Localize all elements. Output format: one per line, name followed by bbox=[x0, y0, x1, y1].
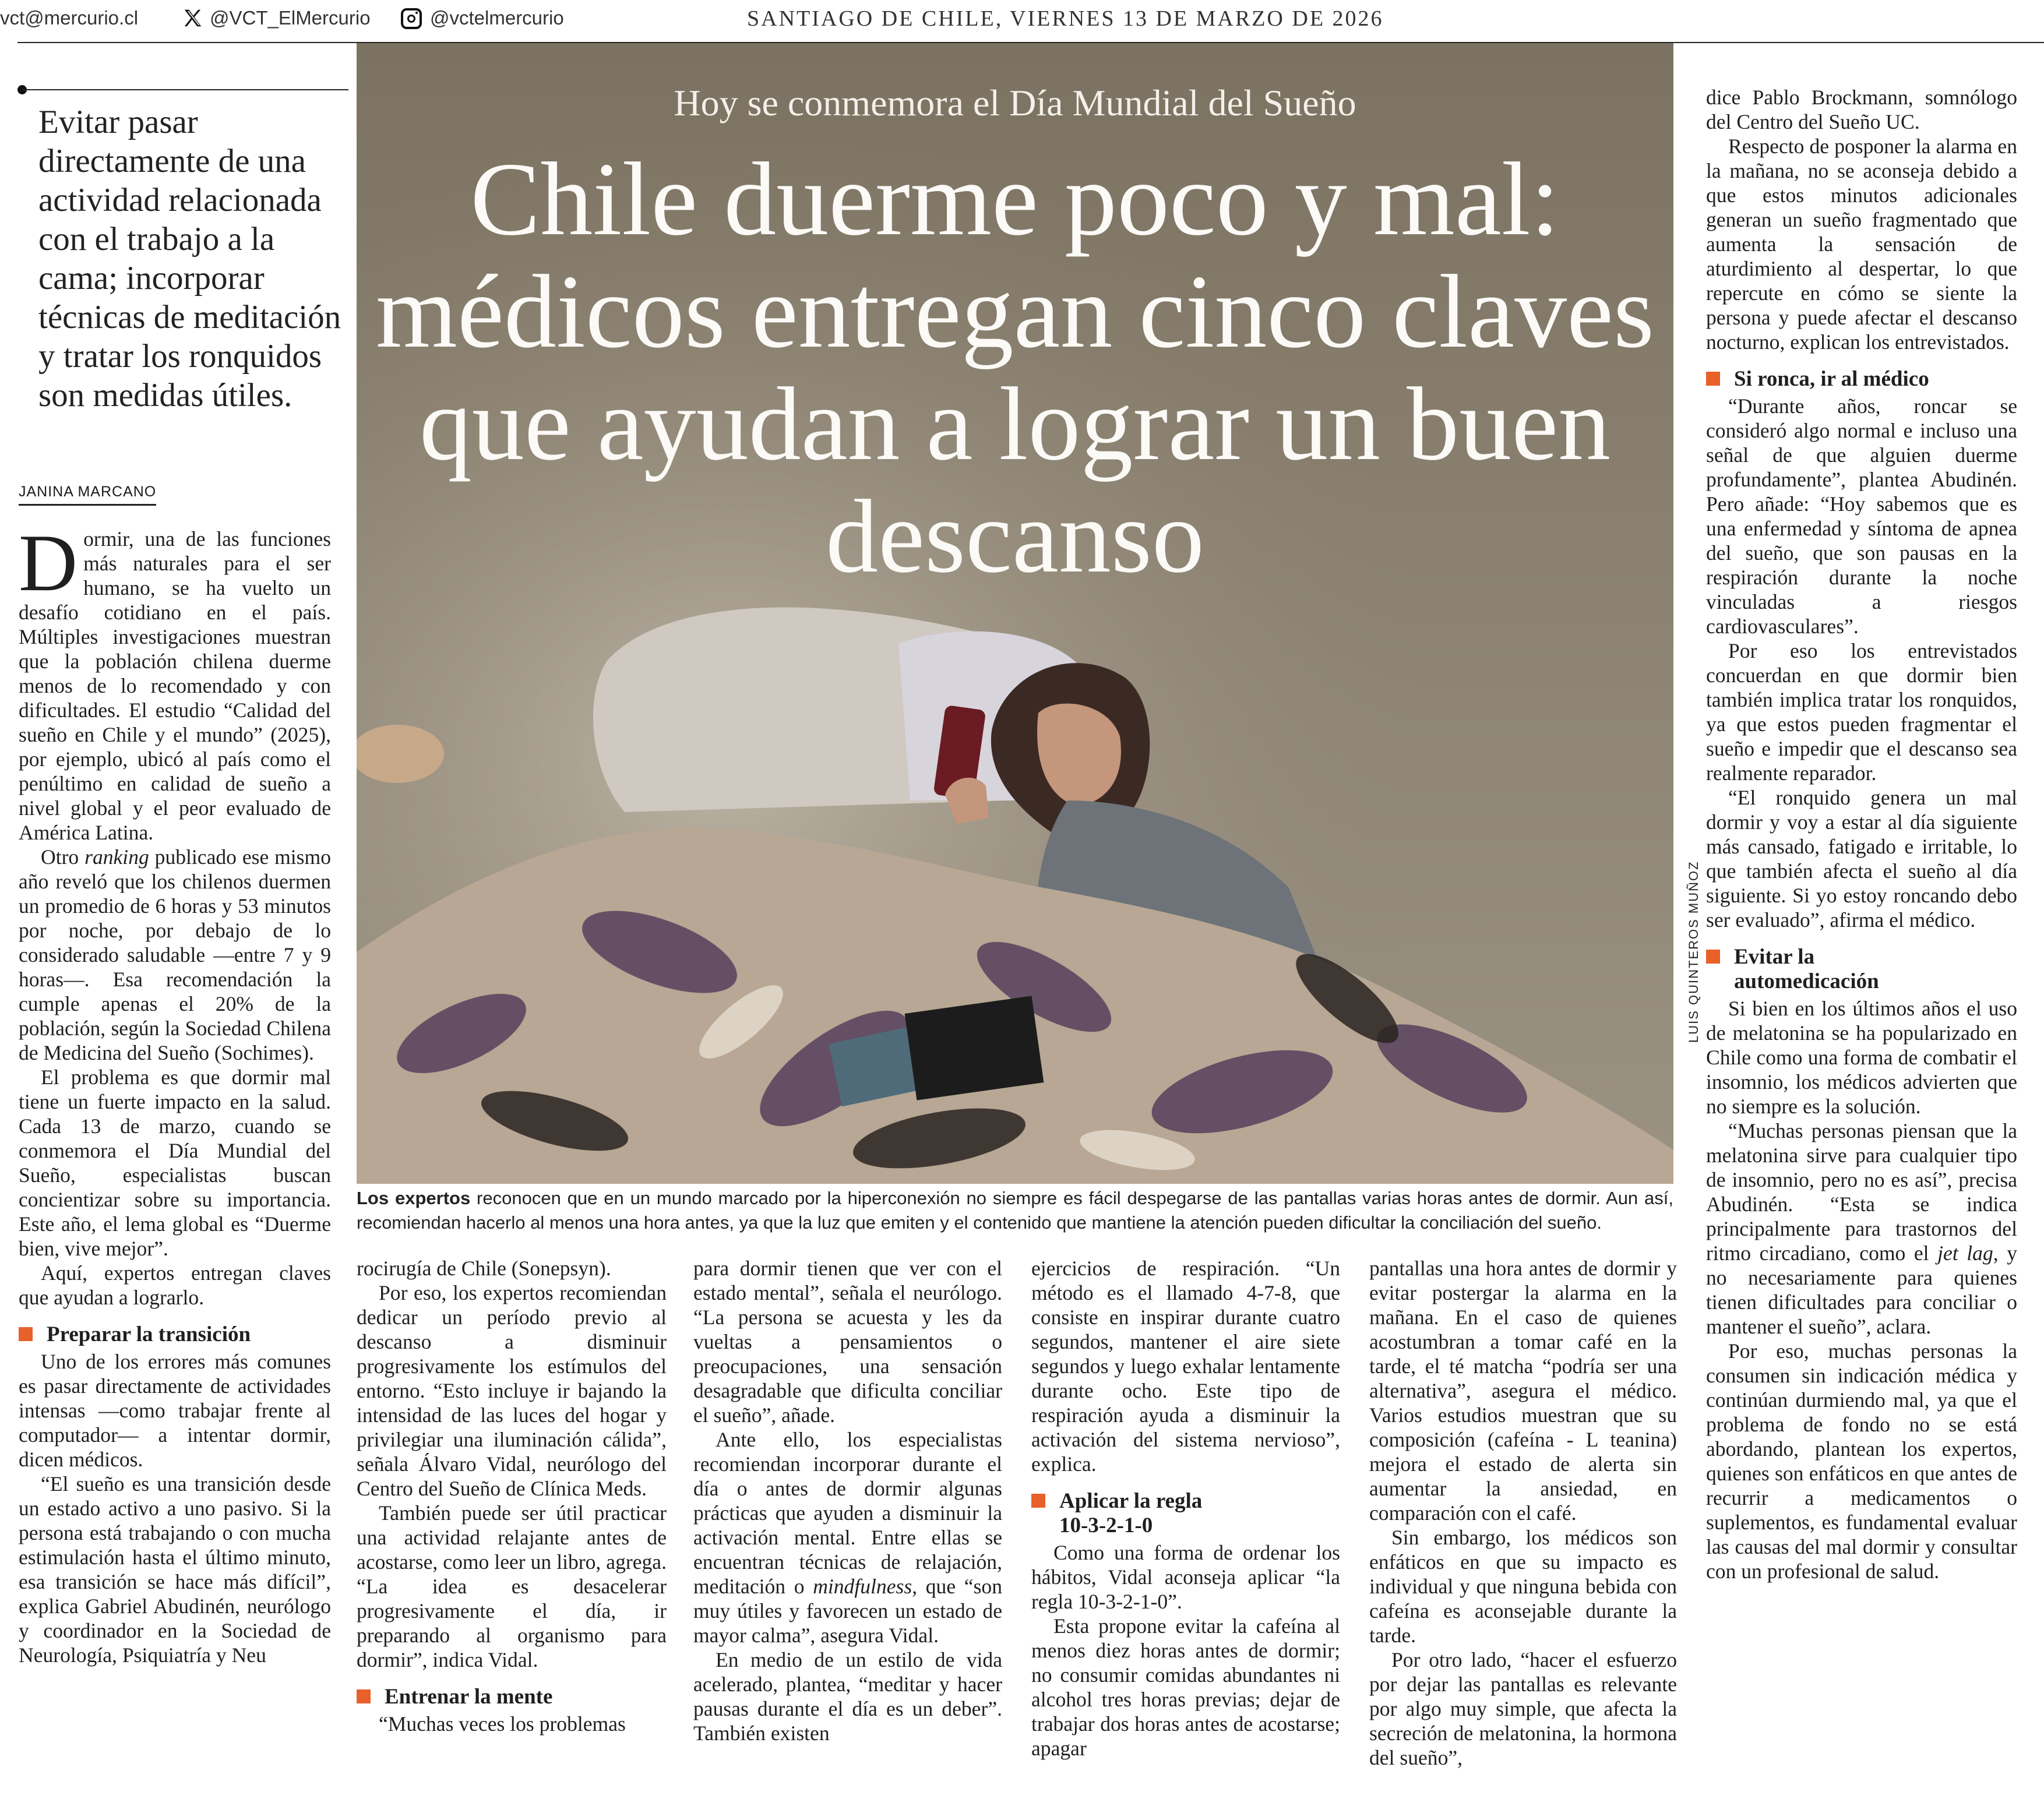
paragraph: “Durante años, roncar se consideró algo normal e incluso una señal de que alguien duerme profundamente”, plantea Abudinén. Pero añade: “Hoy sabemos que es una enfermedad y síntoma de apnea del sueño, que son pausas en la respiración durante la noche vinculadas a riesgos cardiovasculares”. bbox=[1706, 394, 2017, 638]
subheading-regla: Aplicar la regla 10-3-2-1-0 bbox=[1031, 1489, 1340, 1538]
pull-quote-rule bbox=[22, 89, 348, 90]
lead-paragraph: Dormir, una de las funciones más naturales para el ser humano, se ha vuelto un desafío cotidiano en el país. Múltiples investigaciones muestran que la población chilena duerme menos de lo recomendado y con dificultades. El estudio “Calidad del sueño en Chile y el mundo” (2025), por ejemplo, ubicó al país como el penúltimo en calidad de sueño a nivel global y el peor evaluado de América Latina. bbox=[19, 518, 331, 844]
subheading-preparar: Preparar la transición bbox=[19, 1322, 331, 1347]
orange-square-icon bbox=[1031, 1494, 1045, 1508]
x-handle[interactable]: @VCT_ElMercurio bbox=[210, 7, 371, 29]
photo-caption: Los expertos reconocen que en un mundo marcado por la hiperconexión no siempre es fácil despegarse de las pantallas varias horas antes de dormir. Aun así, recomiendan hacerlo al menos una hora antes, ya que la luz que emiten y el contenido que mantiene la atención pueden dificultar la conciliación del sueño. bbox=[357, 1188, 1673, 1233]
paragraph: Sin embargo, los médicos son enfáticos en que su impacto es individual y que ninguna bebida con cafeína es aconsejable durante la tarde. bbox=[1369, 1526, 1677, 1647]
contact-email[interactable]: vct@mercurio.cl bbox=[0, 7, 139, 29]
paragraph: “El ronquido genera un mal dormir y voy a estar al día siguiente más cansado, fatigado e irritable, lo que también afecta el sueño al día siguiente. Si yo estoy roncando debo ser evaluado”, afirma el médico. bbox=[1706, 786, 2017, 932]
paragraph: Esta propone evitar la cafeína al menos diez horas antes de dormir; no consumir comidas abundantes ni alcohol tres horas previas; dejar de trabajar dos horas antes de acostarse; apagar bbox=[1031, 1614, 1340, 1760]
paragraph: “El sueño es una transición desde un estado activo a uno pasivo. Si la persona está trabajando o con mucha estimulación hasta el último minuto, esa transición se hace más difícil”, explica Gabriel Abudinén, neurólogo y coordinador en la Sociedad de Neurología, Psiquiatría y Neu bbox=[19, 1472, 331, 1667]
paragraph: para dormir tienen que ver con el estado mental”, señala el neurólogo. “La persona se acuesta y les da vueltas a pensamientos o preocupaciones, una sensación desagradable que dificulta conciliar el sueño”, añade. bbox=[693, 1257, 1002, 1427]
pull-quote: Evitar pasar directamente de una actividad relacionada con el trabajo a la cama; incorporar técnicas de meditación y tratar los ronquidos son medidas útiles. bbox=[38, 104, 341, 414]
paragraph: Como una forma de ordenar los hábitos, Vidal aconseja aplicar “la regla 10-3-2-1-0”. bbox=[1031, 1541, 1340, 1613]
paragraph: Otro ranking publicado ese mismo año reveló que los chilenos duermen un promedio de 6 horas y 53 minutos por noche, por debajo de lo considerado saludable —entre 7 y 9 horas—. Esa recomendación la cumple apenas el 20% de la población, según la Sociedad Chilena de Medicina del Sueño (Sochimes). bbox=[19, 845, 331, 1064]
drop-cap: D bbox=[19, 518, 78, 608]
paragraph: Por eso, muchas personas la consumen sin indicación médica y continúan durmiendo mal, ya que el problema de fondo no se está abordando, plantean los expertos, quienes son enfáticos en que antes de recurrir a medicamentos o suplementos, es fundamental evaluar las causas del mal dormir y consultar con un profesional de salud. bbox=[1706, 1339, 2017, 1583]
paragraph: “Muchas personas piensan que la melatonina sirve para cualquier tipo de insomnio, pero no es así”, precisa Abudinén. “Esta se indica principalmente para trastornos del ritmo circadiano, como el jet lag, y no necesariamente para quienes tienen dificultades para conciliar o mantener el sueño”, aclara. bbox=[1706, 1119, 2018, 1338]
paragraph: El problema es que dormir mal tiene un fuerte impacto en la salud. Cada 13 de marzo, cuando se conmemora el Día Mundial del Sueño, especialistas buscan concientizar sobre su importancia. Este año, el lema global es “Duerme bien, vive mejor”. bbox=[19, 1066, 331, 1260]
paragraph: “Muchas veces los problemas bbox=[379, 1712, 626, 1735]
paragraph: En medio de un estilo de vida acelerado, plantea, “meditar y hacer pausas durante el día es un deber”. También existen bbox=[693, 1648, 1002, 1745]
paragraph: Respecto de posponer la alarma en la mañana, no se aconseja debido a que estos minutos adicionales generan un sueño fragmentado que aumenta la sensación de aturdimiento al despertar, lo que repercute en cómo se siente la persona y puede afectar el descanso nocturno, explican los entrevistados. bbox=[1706, 135, 2017, 354]
article-column-3 bbox=[693, 1256, 1002, 1745]
paragraph: También puede ser útil practicar una actividad relajante antes de acostarse, como leer un libro, agrega. “La idea es desacelerar progresivamente el día, ir preparando al organismo para dormir”, indica Vidal. bbox=[357, 1501, 667, 1671]
dateline: SANTIAGO DE CHILE, VIERNES 13 DE MARZO DE 2026 bbox=[747, 6, 1384, 31]
orange-square-icon bbox=[19, 1327, 33, 1341]
subheading-entrenar: Entrenar la mente bbox=[357, 1685, 667, 1709]
orange-square-icon bbox=[1706, 372, 1720, 386]
orange-square-icon bbox=[357, 1689, 371, 1703]
paragraph: Por eso, los expertos recomiendan dedicar un período previo al descanso a disminuir progresivamente los estímulos del entorno. “Esto incluye ir bajando la intensidad de las luces del hogar y privilegiar una iluminación cálida”, señala Álvaro Vidal, neurólogo del Centro del Sueño de Clínica Meds. bbox=[357, 1281, 667, 1500]
caption-lead: Los expertos bbox=[357, 1188, 471, 1208]
paragraph: rocirugía de Chile (Sonepsyn). bbox=[357, 1257, 611, 1280]
paragraph: Si bien en los últimos años el uso de melatonina se ha popularizado en Chile como una forma de combatir el insomnio, los médicos advierten que no siempre es la solución. bbox=[1706, 997, 2017, 1118]
headline: Chile duerme poco y mal: médicos entregan cinco claves que ayudan a lograr un buen descanso bbox=[375, 141, 1654, 594]
kicker: Hoy se conmemora el Día Mundial del Sueño bbox=[674, 82, 1356, 124]
article-column-2 bbox=[357, 1256, 667, 1736]
paragraph: Aquí, expertos entregan claves que ayudan a lograrlo. bbox=[19, 1261, 331, 1309]
instagram-icon bbox=[401, 8, 422, 29]
x-logo-icon bbox=[182, 7, 204, 29]
paragraph: Por eso los entrevistados concuerdan en que dormir bien también implica tratar los ronquidos, ya que estos pueden fragmentar el sueño e impedir que el descanso sea realmente reparador. bbox=[1706, 639, 2017, 785]
paragraph: Por otro lado, “hacer el esfuerzo por dejar las pantallas es relevante por algo muy simple, que afecta la secreción de melatonina, la hormona del sueño”, bbox=[1369, 1648, 1677, 1769]
subheading-automedicacion: Evitar la automedicación bbox=[1706, 945, 2017, 994]
article-column-right bbox=[1706, 85, 2017, 1583]
paragraph: ejercicios de respiración. “Un método es el llamado 4-7-8, que consiste en inspirar durante cuatro segundos, mantener el aire siete segundos y luego exhalar lentamente durante ocho. Este tipo de respiración ayuda a disminuir la activación del sistema nervioso”, explica. bbox=[1031, 1257, 1340, 1476]
subheading-ronca: Si ronca, ir al médico bbox=[1706, 367, 2017, 391]
article-column-4 bbox=[1031, 1256, 1340, 1761]
orange-square-icon bbox=[1706, 950, 1720, 964]
paragraph: pantallas una hora antes de dormir y evitar postergar la alarma en la mañana. En el caso de quienes acostumbran a tomar café en la tarde, el té matcha “podría ser una alternativa”, asegura el médico. Varios estudios muestran que su composición (cafeína - L teanina) mejora el estado de alerta sin aumentar la ansiedad, en comparación con el café. bbox=[1369, 1257, 1677, 1525]
article-column-1 bbox=[19, 518, 331, 1667]
photo-credit: LUIS QUINTEROS MUÑOZ bbox=[1686, 860, 1701, 1043]
paragraph: dice Pablo Brockmann, somnólogo del Centro del Sueño UC. bbox=[1706, 86, 2017, 133]
paragraph: Uno de los errores más comunes es pasar directamente de actividades intensas —como trabajar frente al computador— a intentar dormir, dicen médicos. bbox=[19, 1350, 331, 1471]
paragraph: Ante ello, los especialistas recomiendan incorporar durante el día o antes de dormir algunas prácticas que ayuden a disminuir la activación mental. Entre ellas se encuentran técnicas de relajación, meditación o mindfulness, que “son muy útiles y favorecen un estado de mayor calma”, asegura Vidal. bbox=[693, 1428, 1002, 1647]
byline: JANINA MARCANO bbox=[19, 484, 156, 506]
instagram-handle[interactable]: @vctelmercurio bbox=[430, 7, 564, 29]
masthead-strip bbox=[0, 6, 2044, 40]
article-column-5 bbox=[1369, 1256, 1677, 1770]
